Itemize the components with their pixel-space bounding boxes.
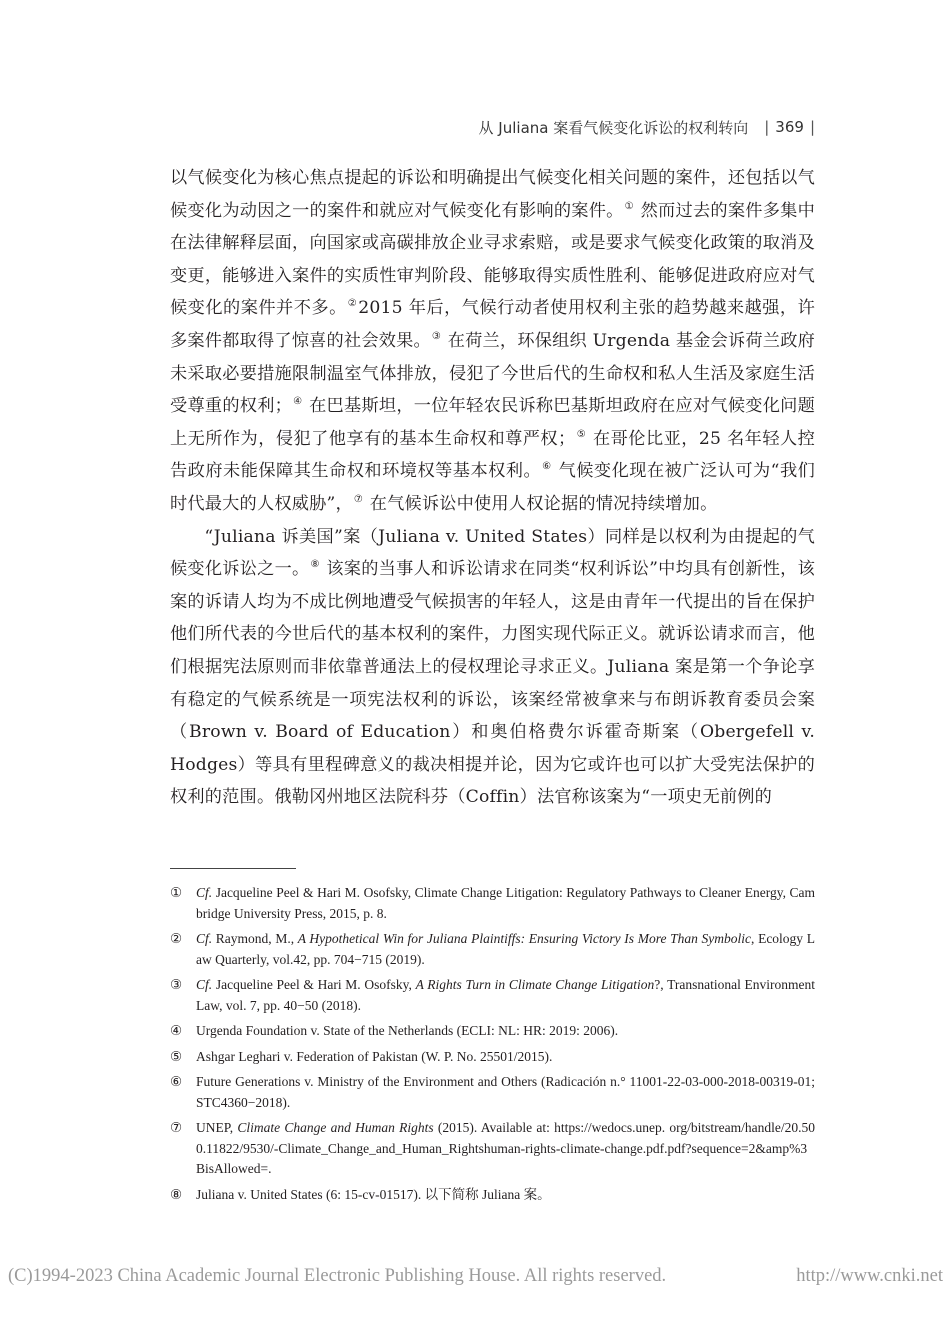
text-run: 该案的当事人和诉讼请求在同类“权利诉讼”中均具有创新性，该案的诉请人均为不成比例地遭受气候损害的年轻人，这是由青年一代提出的旨在保护他们所代表的今世后代的基本权利的案件，力图实现代际正义。就诉讼请求而言，他们根据宪法原则而非依靠普通法上的侵权理论寻求正义。Juliana 案是第一个争论享有稳定的气候系统是一项宪法权利的诉讼，该案经常被拿来与布朗诉教育委员会案（Brown v. Board of Education）和奥伯格费尔诉霍奇斯案（Obergefell v. Hodges）等具有里程碑意义的裁决相提并论，因为它或许也可以扩大受宪法保护的权利的范围。俄勒冈州地区法院科芬（Coffin）法官称该案为“一项史无前例的 [170, 559, 816, 808]
text-run: 在巴基斯坦，一位年轻农民诉称巴基斯坦政府在应对气候变化问题上无所作为，侵犯了他享有的基本生命权和尊严权； [170, 396, 816, 449]
footnote-text [196, 1118, 815, 1180]
footnote-italic: A Rights Turn in Climate Change Litigation [415, 977, 655, 992]
footnote-run: UNEP, [196, 1120, 238, 1135]
copyright-watermark [8, 1266, 943, 1287]
footnote-marker: ② [170, 931, 183, 946]
footnote-marker: ① [170, 885, 183, 900]
header-separator-right: | [809, 118, 815, 136]
header-separator: | [764, 118, 770, 136]
footnote-ref-5[interactable]: ⑤ [576, 428, 587, 440]
text-run: 在气候诉讼中使用人权论据的情况持续增加。 [364, 493, 718, 514]
footnote-italic: Cf. [196, 977, 213, 992]
footnote-marker: ⑤ [170, 1048, 183, 1064]
footnote-item [170, 1021, 815, 1042]
footnote-run: Raymond, M., [212, 931, 298, 946]
text-run: “Juliana 诉美国”案（Juliana v. United States）同样是以权利为由提起的气候变化诉讼之一。 [170, 526, 815, 580]
footnote-text [196, 883, 815, 924]
running-header [170, 116, 815, 138]
footnote-item [170, 975, 815, 1016]
footnote-italic: Cf. [196, 885, 213, 900]
footnote-run: , Ecology Law Quarterly, vol.42, pp. 704−715 (2019). [196, 931, 815, 967]
running-title: 从 Juliana 案看气候变化诉讼的权利转向 [478, 118, 749, 137]
text-run: 气候变化现在被广泛认可为“我们时代最大的人权威胁”， [170, 461, 816, 514]
footnote-ref-1[interactable]: ① [624, 200, 634, 212]
text-run: 在荷兰，环保组织 Urgenda 基金会诉荷兰政府未采取必要措施限制温室气体排放，侵犯了今世后代的生命权和私人生活及家庭生活受尊重的权利； [170, 330, 815, 417]
footnote-item [170, 1047, 815, 1068]
footnote-text [196, 929, 815, 970]
footnote-text [196, 1047, 815, 1068]
footnote-run: Future Generations v. Ministry of the Environment and Others (Radicación n.° 11001-22-03-000-2018-00319-01; STC4360−2018). [196, 1074, 815, 1110]
footnote-run: Urgenda Foundation v. State of the Netherlands (ECLI: NL: HR: 2019: 2006). [196, 1023, 619, 1038]
text-run: 以气候变化为核心焦点提起的诉讼和明确提出气候变化相关问题的案件，还包括以气候变化为动因之一的案件和就应对气候变化有影响的案件。 [170, 168, 815, 221]
footnote-ref-3[interactable]: ③ [431, 330, 442, 342]
footnote-item [170, 929, 815, 970]
footnote-divider [170, 868, 296, 869]
footnote-italic: Cf. [196, 931, 213, 946]
footnote-run: Juliana v. United States (6: 15-cv-01517). 以下简称 Juliana 案。 [196, 1186, 551, 1202]
body-text [170, 162, 815, 814]
footnote-italic: Climate Change and Human Rights [237, 1120, 434, 1135]
footnote-marker: ⑥ [170, 1074, 183, 1089]
footnote-text [196, 1072, 815, 1113]
cnki-url[interactable]: http://www.cnki.net [796, 1266, 943, 1286]
paragraph-2 [170, 521, 815, 814]
paragraph-1 [170, 162, 815, 521]
text-run: 在哥伦比亚，25 名年轻人控告政府未能保障其生命权和环境权等基本权利。 [170, 428, 815, 482]
footnote-run: (2015). Available at: https://wedocs.unep. org/bitstream/handle/20.500.11822/9530/-Climate_Change_and_Human_Rightshuman-rights-climate-change.pdf.pdf?sequence=2&amp%3BisAllowed=. [196, 1120, 815, 1176]
text-run: 2015 年后，气候行动者使用权利主张的趋势越来越强，许多案件都取得了惊喜的社会效果。 [170, 298, 815, 351]
footnote-text [196, 1185, 815, 1206]
footnote-ref-2[interactable]: ② [347, 298, 358, 310]
text-run: 然而过去的案件多集中在法律解释层面，向国家或高碳排放企业寻求索赔，或是要求气候变化政策的取消及变更，能够进入案件的实质性审判阶段、能够取得实质性胜利、能够促进政府应对气候变化的案件并不多。 [170, 200, 816, 319]
footnote-ref-4[interactable]: ④ [293, 396, 303, 408]
footnote-ref-8[interactable]: ⑧ [310, 559, 320, 571]
footnote-text [196, 975, 815, 1016]
footnote-run: Jacqueline Peel & Hari M. Osofsky, Climate Change Litigation: Regulatory Pathways to Cleaner Energy, Cambridge University Press, 2015, p. 8. [196, 885, 815, 921]
copyright-text: (C)1994-2023 China Academic Journal Electronic Publishing House. All rights reserved. [8, 1266, 667, 1286]
footnote-item [170, 1118, 815, 1180]
footnote-item [170, 1185, 815, 1206]
footnote-text [196, 1021, 815, 1042]
footnote-ref-6[interactable]: ⑥ [542, 461, 552, 473]
footnote-run: Ashgar Leghari v. Federation of Pakistan (W. P. No. 25501/2015). [196, 1048, 553, 1064]
footnote-item [170, 1072, 815, 1113]
footnotes [170, 883, 815, 1210]
footnote-run: Jacqueline Peel & Hari M. Osofsky, [212, 977, 416, 992]
footnote-ref-7[interactable]: ⑦ [353, 493, 364, 505]
footnote-marker: ③ [170, 977, 183, 992]
page-number: 369 [775, 118, 804, 136]
footnote-item [170, 883, 815, 924]
footnote-marker: ⑧ [170, 1186, 183, 1202]
footnote-run: ?, Transnational Environment Law, vol. 7, pp. 40−50 (2018). [196, 977, 816, 1013]
footnote-marker: ⑦ [170, 1120, 183, 1135]
footnote-italic: A Hypothetical Win for Juliana Plaintiffs: Ensuring Victory Is More Than Symbolic [297, 931, 752, 946]
footnote-marker: ④ [170, 1023, 183, 1038]
